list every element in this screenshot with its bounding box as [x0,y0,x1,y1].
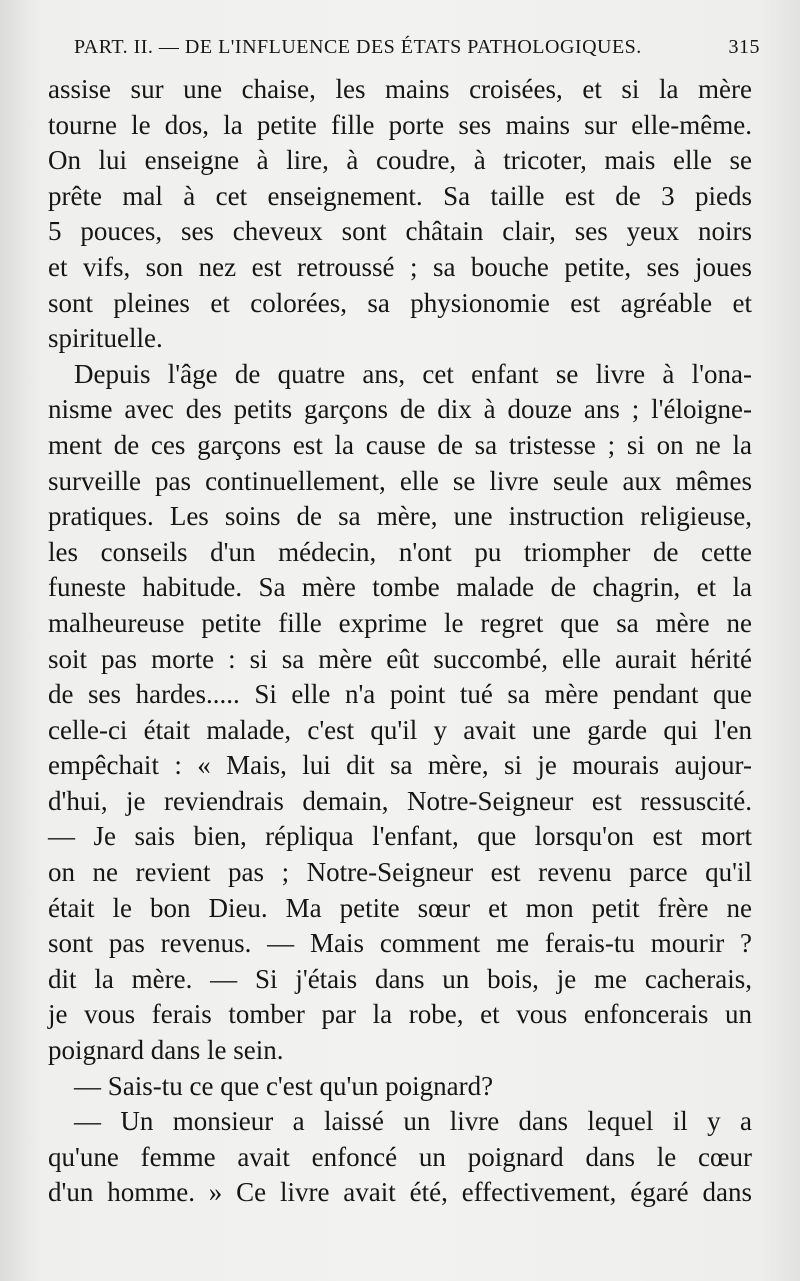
text-line: ment de ces garçons est la cause de sa tristesse ; si on ne la [48,429,752,460]
text-line: je vous ferais tomber par la robe, et vous enfoncerais un [48,999,752,1030]
text-line: était le bon Dieu. Ma petite sœur et mon petit frère ne [48,892,752,923]
text-line: surveille pas continuellement, elle se livre seule aux mêmes [48,465,752,496]
text-line: tourne le dos, la petite fille porte ses mains sur elle-même. [48,109,752,140]
text-line: et vifs, son nez est retroussé ; sa bouche petite, ses joues [48,251,752,282]
text-line: funeste habitude. Sa mère tombe malade de chagrin, et la [48,572,752,603]
text-line: assise sur une chaise, les mains croisées, et si la mère [48,74,752,104]
text-line: prête mal à cet enseignement. Sa taille est de 3 pieds [48,180,752,211]
text-line: sont pleines et colorées, sa physionomie est agréable et [48,287,752,318]
page-number: 315 [728,36,760,58]
text-line: qu'une femme avait enfoncé un poignard dans le cœur [48,1141,752,1172]
text-line: 5 pouces, ses cheveux sont châtain clair, ses yeux noirs [48,216,752,247]
text-line: dit la mère. — Si j'étais dans un bois, je me cacherais, [48,963,752,994]
text-line: pratiques. Les soins de sa mère, une instruction religieuse, [48,501,752,532]
text-line: — Je sais bien, répliqua l'enfant, que lorsqu'on est mort [48,821,752,852]
text-line: soit pas morte : si sa mère eût succombé, elle aurait hérité [48,643,752,674]
page-header [74,36,760,60]
text-line: empêchait : « Mais, lui dit sa mère, si je mourais aujour- [48,750,752,781]
body-text [48,72,752,1211]
text-line: Depuis l'âge de quatre ans, cet enfant se livre à l'ona- [74,358,752,389]
text-line: malheureuse petite fille exprime le regret que sa mère ne [48,607,752,638]
text-line: spirituelle. [48,323,163,354]
text-line: nisme avec des petits garçons de dix à douze ans ; l'éloigne- [48,394,752,425]
text-line: de ses hardes..... Si elle n'a point tué sa mère pendant que [48,679,752,710]
running-title: PART. II. — DE L'INFLUENCE DES ÉTATS PATHOLOGIQUES. [74,36,642,58]
text-line: — Un monsieur a laissé un livre dans lequel il y a [74,1106,752,1137]
text-line: — Sais-tu ce que c'est qu'un poignard? [74,1070,494,1101]
text-line: On lui enseigne à lire, à coudre, à tricoter, mais elle se [48,145,752,176]
text-line: sont pas revenus. — Mais comment me ferais-tu mourir ? [48,928,752,959]
text-line: on ne revient pas ; Notre-Seigneur est revenu parce qu'il [48,857,752,888]
text-line: poignard dans le sein. [48,1035,284,1066]
text-line: d'hui, je reviendrais demain, Notre-Seigneur est ressuscité. [48,785,752,816]
text-line: d'un homme. » Ce livre avait été, effectivement, égaré dans [48,1177,752,1208]
text-line: les conseils d'un médecin, n'ont pu triompher de cette [48,536,752,567]
text-line: celle-ci était malade, c'est qu'il y avait une garde qui l'en [48,714,752,745]
